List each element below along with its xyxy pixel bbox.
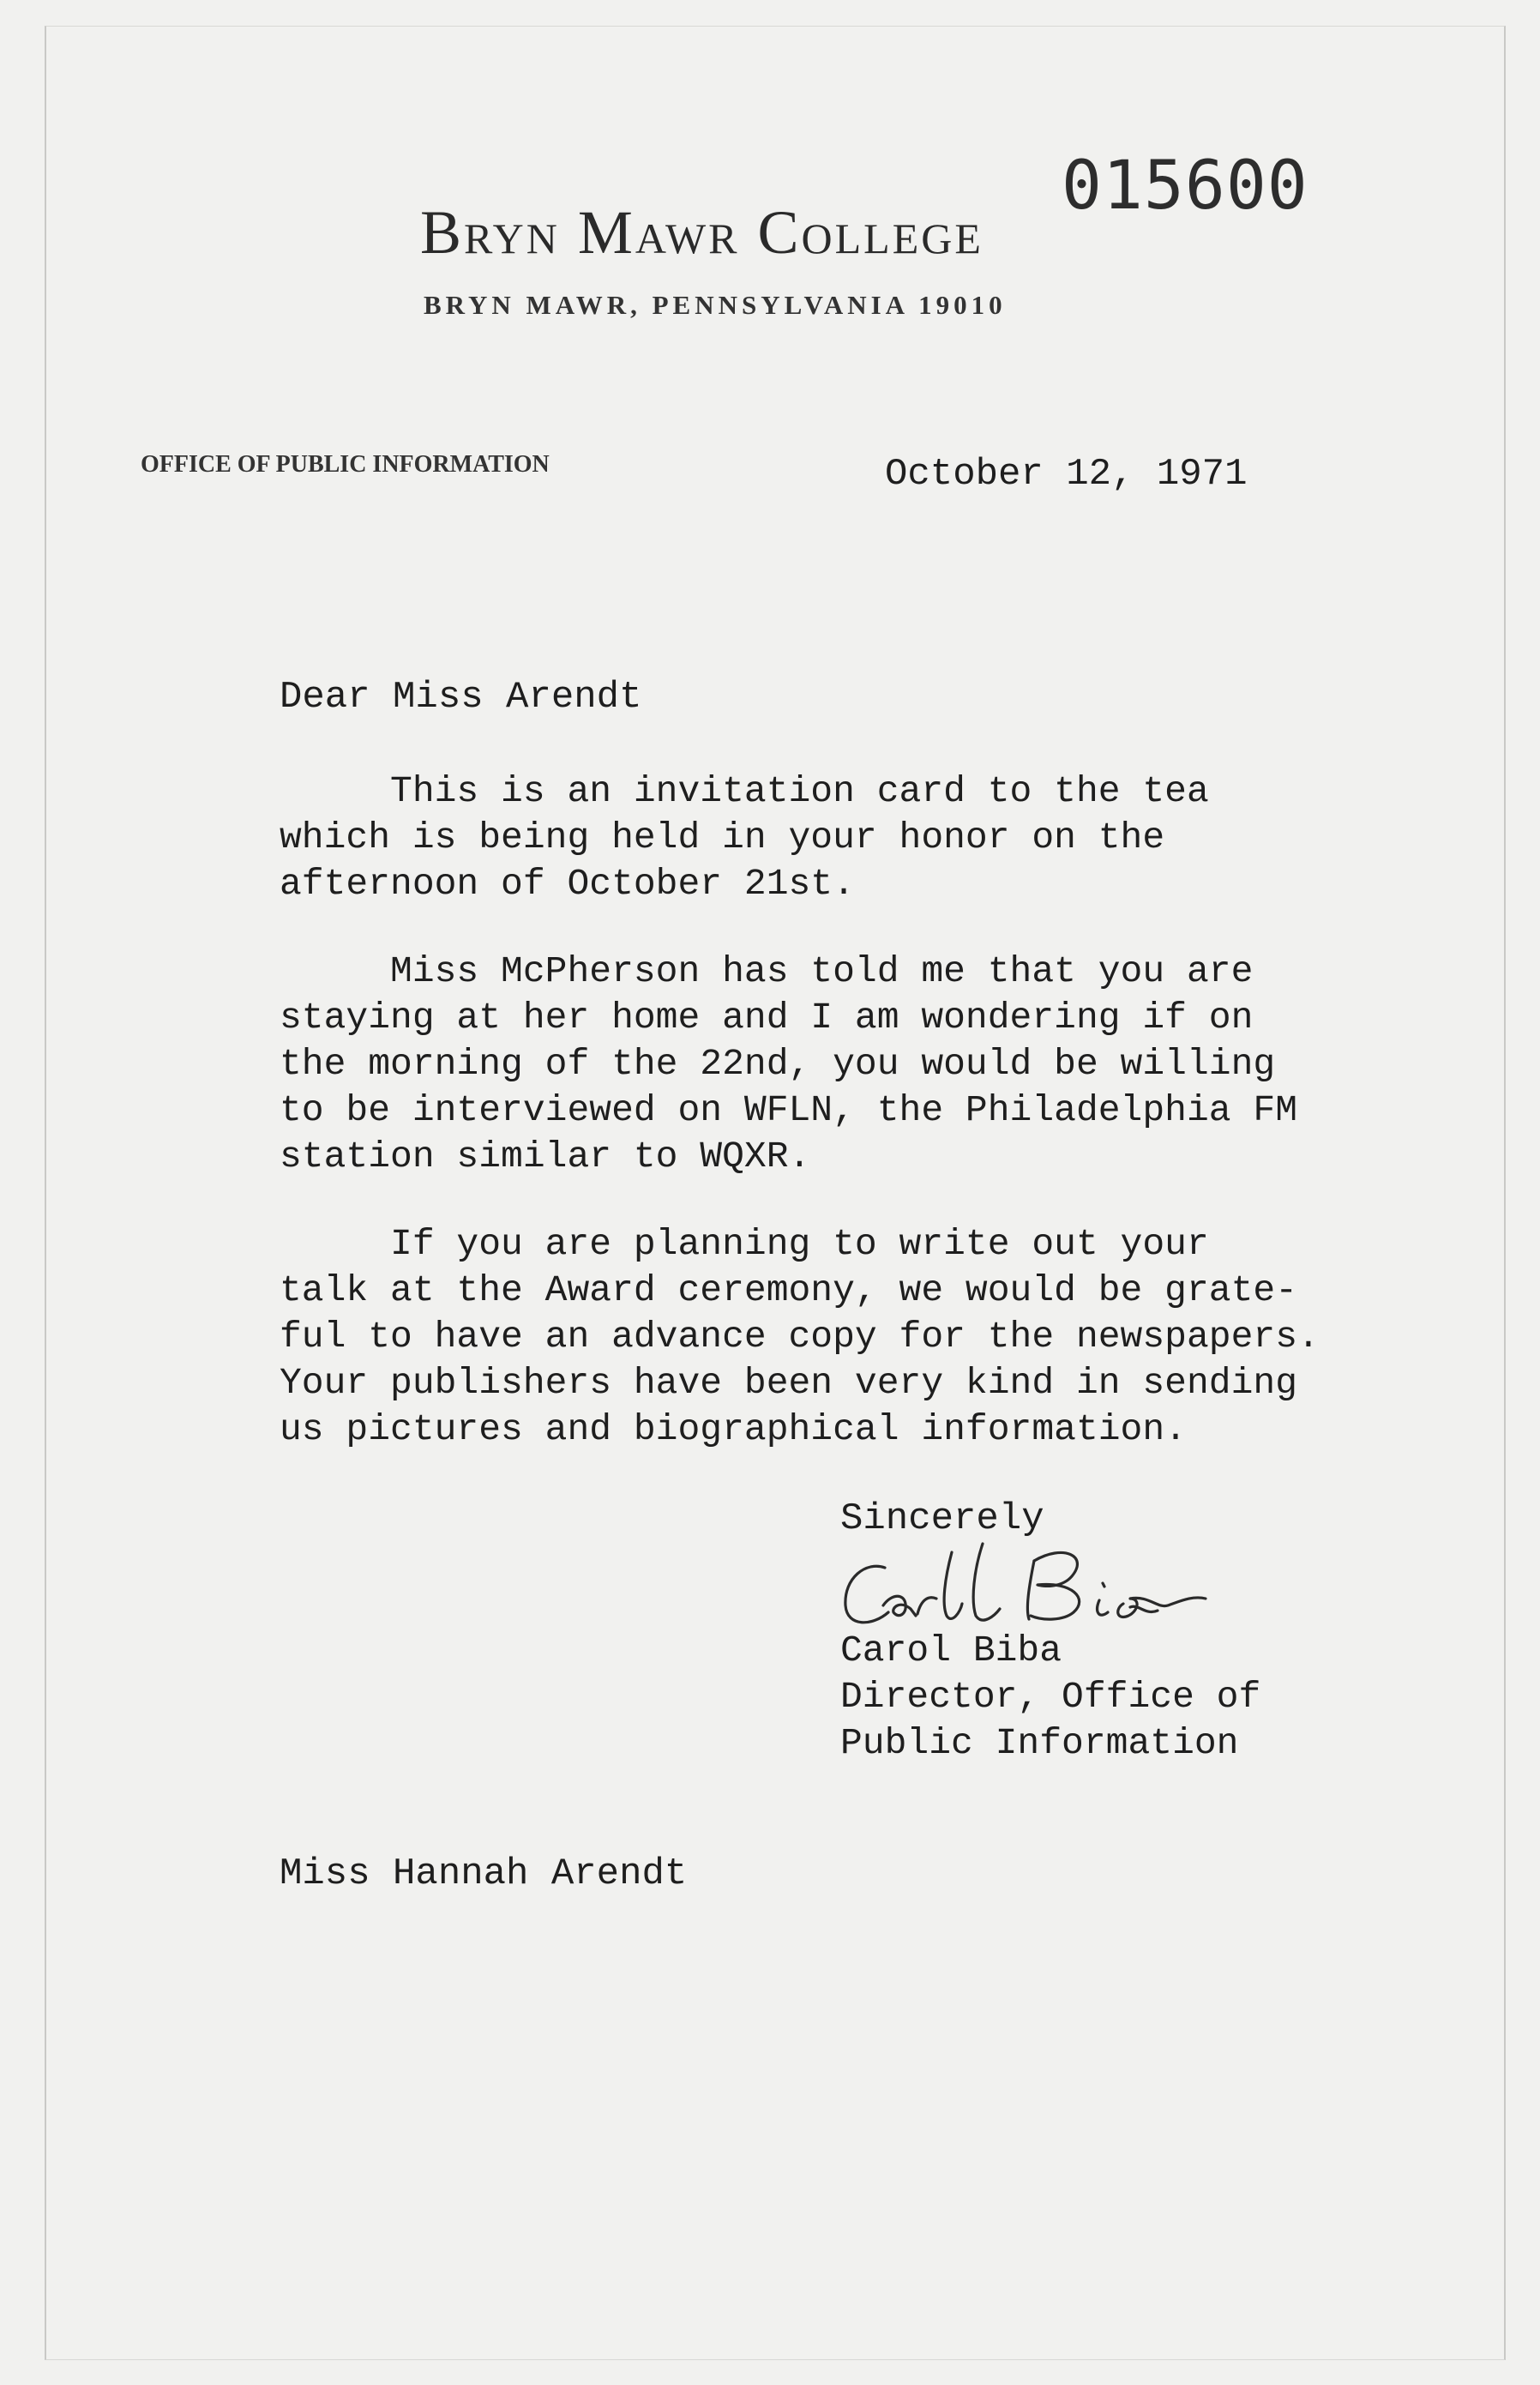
college-name: Bryn Mawr College bbox=[420, 198, 984, 267]
paragraph-line: afternoon of October 21st. bbox=[280, 863, 855, 905]
paragraph-invitation bbox=[280, 768, 1209, 907]
paragraph-talk bbox=[280, 1221, 1320, 1453]
paragraph-line: This is an invitation card to the tea bbox=[280, 770, 1209, 812]
page-border bbox=[45, 26, 1506, 2360]
paragraph-line: If you are planning to write out your bbox=[280, 1223, 1209, 1265]
handwritten-signature bbox=[832, 1527, 1226, 1638]
college-address: BRYN MAWR, PENNSYLVANIA 19010 bbox=[424, 290, 1007, 320]
paragraph-interview bbox=[280, 949, 1297, 1180]
paragraph-line: which is being held in your honor on the bbox=[280, 816, 1165, 858]
paragraph-line: Miss McPherson has told me that you are bbox=[280, 950, 1254, 992]
paragraph-line: us pictures and biographical information. bbox=[280, 1408, 1187, 1450]
recipient-name: Miss Hannah Arendt bbox=[280, 1852, 688, 1895]
sender-name: Carol Biba bbox=[840, 1629, 1062, 1671]
sender-title: Director, Office of bbox=[840, 1676, 1261, 1718]
paragraph-line: Your publishers have been very kind in sending bbox=[280, 1362, 1297, 1404]
salutation: Dear Miss Arendt bbox=[280, 676, 642, 719]
paragraph-line: talk at the Award ceremony, we would be grate- bbox=[280, 1269, 1297, 1311]
office-name: OFFICE OF PUBLIC INFORMATION bbox=[141, 451, 550, 478]
letter-date: October 12, 1971 bbox=[885, 453, 1248, 496]
paragraph-line: station similar to WQXR. bbox=[280, 1135, 811, 1177]
paragraph-line: staying at her home and I am wondering if on bbox=[280, 997, 1254, 1039]
paragraph-line: ful to have an advance copy for the newspapers. bbox=[280, 1316, 1320, 1358]
paragraph-line: the morning of the 22nd, you would be willing bbox=[280, 1043, 1276, 1085]
sender-title: Public Information bbox=[840, 1722, 1239, 1764]
stamp-number: 015600 bbox=[1062, 148, 1308, 225]
paragraph-line: to be interviewed on WFLN, the Philadelphia FM bbox=[280, 1089, 1297, 1131]
closing: Sincerely bbox=[840, 1497, 1044, 1540]
sender-block bbox=[840, 1628, 1260, 1767]
